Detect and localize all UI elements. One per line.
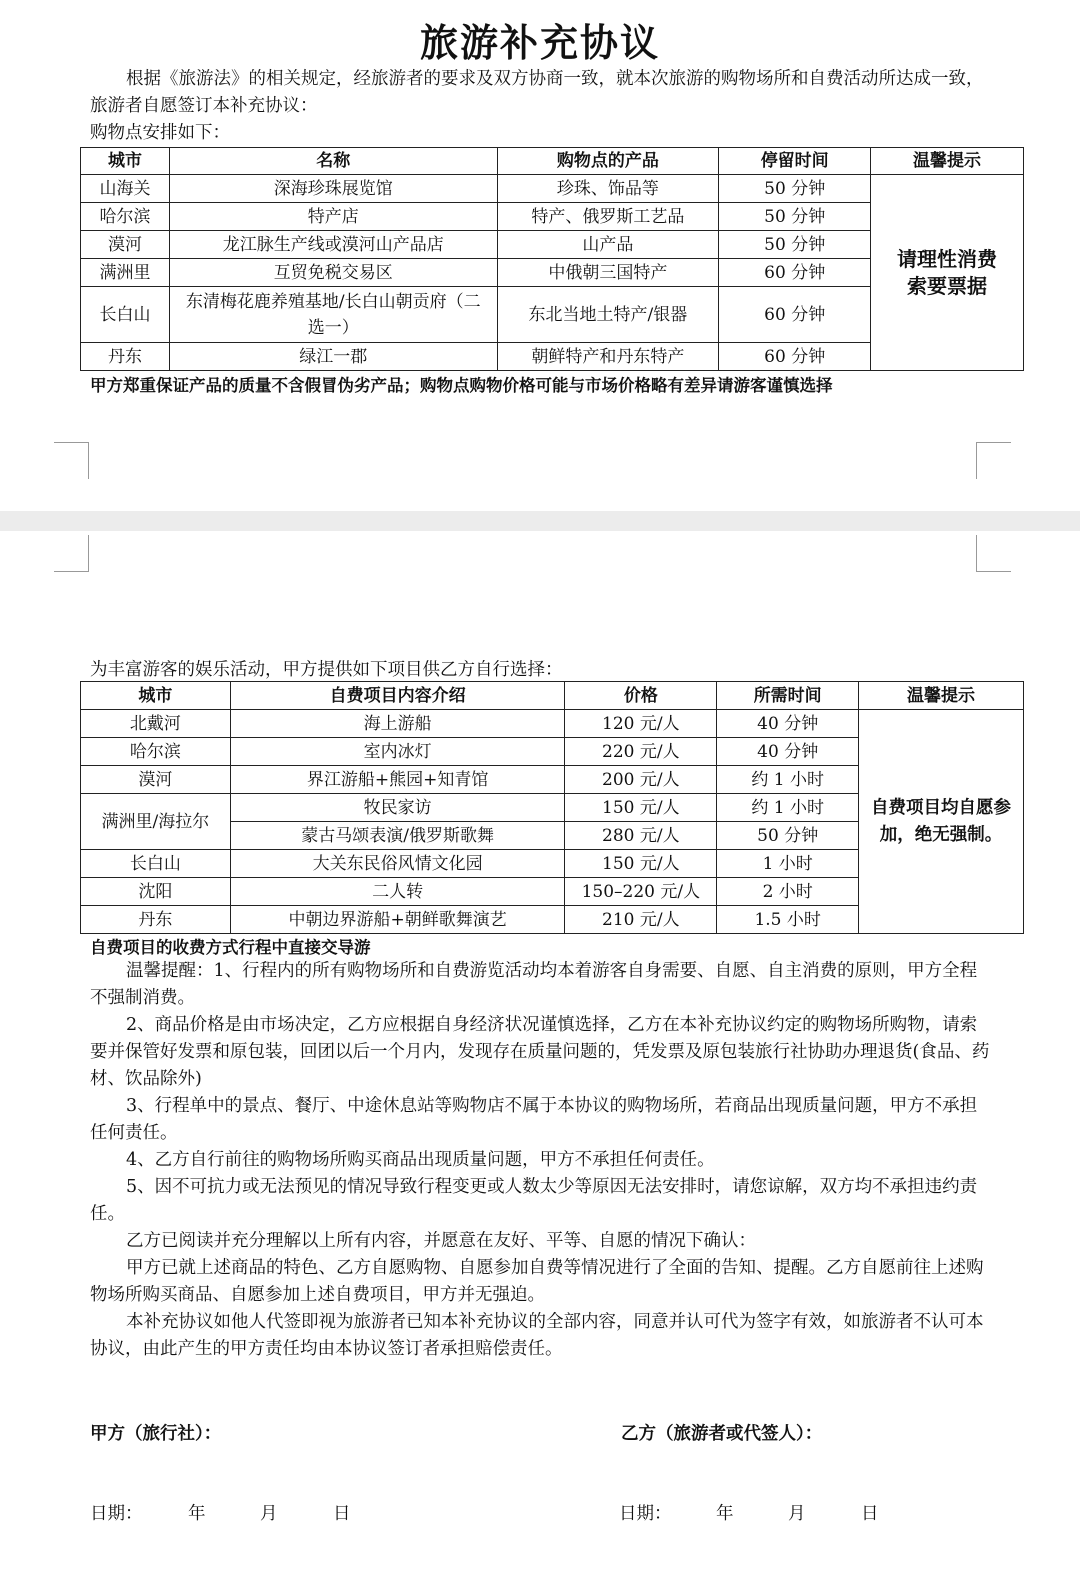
cell-products: 特产、俄罗斯工艺品 — [497, 203, 719, 231]
cell-stay-time: 50 分钟 — [719, 231, 871, 259]
cell-duration: 约 1 小时 — [717, 766, 859, 794]
shopping-tip: 请理性消费索要票据 — [871, 175, 1024, 371]
month-label-a: 月 — [260, 1504, 278, 1524]
optional-intro: 为丰富游客的娱乐活动，甲方提供如下项目供乙方自行选择： — [90, 660, 563, 680]
header-tip: 温馨提示 — [859, 682, 1024, 710]
year-label-b: 年 — [716, 1504, 734, 1524]
table-row — [81, 710, 1024, 738]
crop-mark-bottom-left — [54, 535, 89, 572]
cell-price: 120 元/人 — [565, 710, 717, 738]
clause-3: 3、行程单中的景点、餐厅、中途休息站等购物店不属于本协议的购物场所，若商品出现质量问题，甲方不承担任何责任。 — [90, 1096, 978, 1143]
cell-item: 牧民家访 — [230, 794, 565, 822]
cell-duration: 约 1 小时 — [717, 794, 859, 822]
cell-products: 珍珠、饰品等 — [497, 175, 719, 203]
optional-table — [80, 681, 1024, 934]
page-break — [0, 511, 1080, 531]
cell-price: 150–220 元/人 — [565, 878, 717, 906]
cell-city: 丹东 — [81, 906, 231, 934]
shopping-table-header — [81, 148, 1024, 175]
cell-price: 200 元/人 — [565, 766, 717, 794]
crop-mark-top-left — [54, 442, 89, 479]
cell-price: 220 元/人 — [565, 738, 717, 766]
cell-name: 互贸免税交易区 — [169, 259, 497, 287]
cell-item: 海上游船 — [230, 710, 565, 738]
cell-item: 二人转 — [230, 878, 565, 906]
clause-1: 温馨提醒：1、行程内的所有购物场所和自费游览活动均本着游客自身需要、自愿、自主消费的原则，甲方全程不强制消费。 — [90, 961, 978, 1008]
cell-city: 哈尔滨 — [81, 203, 170, 231]
header-price: 价格 — [565, 682, 717, 710]
crop-mark-bottom-right — [976, 535, 1011, 572]
clause-5: 5、因不可抗力或无法预见的情况导致行程变更或人数太少等原因无法安排时，请您谅解，双方均不承担违约责任。 — [90, 1177, 978, 1224]
header-duration: 所需时间 — [717, 682, 859, 710]
disclosure-statement: 甲方已就上述商品的特色、乙方自愿购物、自愿参加自费等情况进行了全面的告知、提醒。乙方自愿前往上述购物场所购买商品、自愿参加上述自费项目，甲方并无强迫。 — [90, 1258, 984, 1305]
shopping-table — [80, 147, 1024, 371]
cell-duration: 50 分钟 — [717, 822, 859, 850]
cell-stay-time: 60 分钟 — [719, 343, 871, 371]
cell-stay-time: 60 分钟 — [719, 259, 871, 287]
cell-city: 长白山 — [81, 287, 170, 343]
crop-mark-top-right — [976, 442, 1011, 479]
header-city: 城市 — [81, 148, 170, 175]
cell-price: 280 元/人 — [565, 822, 717, 850]
cell-stay-time: 60 分钟 — [719, 287, 871, 343]
header-stay-time: 停留时间 — [719, 148, 871, 175]
cell-city: 北戴河 — [81, 710, 231, 738]
cell-name: 特产店 — [169, 203, 497, 231]
proxy-signature-statement: 本补充协议如他人代签即视为旅游者已知本补充协议的全部内容，同意并认可代为签字有效，如旅游者不认可本协议，由此产生的甲方责任均由本协议签订者承担赔偿责任。 — [90, 1312, 984, 1359]
cell-products: 中俄朝三国特产 — [497, 259, 719, 287]
date-label-a: 日期： — [90, 1504, 143, 1524]
clause-2: 2、商品价格是由市场决定，乙方应根据自身经济状况谨慎选择，乙方在本补充协议约定的购物场所购物，请索要并保管好发票和原包装，回团以后一个月内，发现存在质量问题的，凭发票及原包装旅行社协助办理退货(食品、药材、饮品除外) — [90, 1015, 990, 1089]
cell-price: 150 元/人 — [565, 794, 717, 822]
cell-duration: 40 分钟 — [717, 738, 859, 766]
cell-duration: 1 小时 — [717, 850, 859, 878]
party-a-label: 甲方（旅行社）： — [90, 1424, 222, 1444]
cell-city: 山海关 — [81, 175, 170, 203]
clause-4: 4、乙方自行前往的购物场所购买商品出现质量问题，甲方不承担任何责任。 — [126, 1150, 715, 1170]
cell-city: 哈尔滨 — [81, 738, 231, 766]
cell-products: 东北当地土特产/银器 — [497, 287, 719, 343]
cell-city: 漠河 — [81, 231, 170, 259]
cell-name: 深海珍珠展览馆 — [169, 175, 497, 203]
cell-products: 朝鲜特产和丹东特产 — [497, 343, 719, 371]
cell-city: 长白山 — [81, 850, 231, 878]
party-b-label: 乙方（旅游者或代签人）： — [621, 1424, 823, 1444]
intro-paragraph: 根据《旅游法》的相关规定，经旅游者的要求及双方协商一致，就本次旅游的购物场所和自费活动所达成一致，旅游者自愿签订本补充协议： — [90, 69, 984, 116]
cell-item: 蒙古马颂表演/俄罗斯歌舞 — [230, 822, 565, 850]
date-label-b: 日期： — [619, 1504, 672, 1524]
cell-duration: 40 分钟 — [717, 710, 859, 738]
header-city: 城市 — [81, 682, 231, 710]
header-item: 自费项目内容介绍 — [230, 682, 565, 710]
optional-tip: 自费项目均自愿参加，绝无强制。 — [859, 710, 1024, 934]
cell-city: 沈阳 — [81, 878, 231, 906]
cell-city: 丹东 — [81, 343, 170, 371]
cell-item: 室内冰灯 — [230, 738, 565, 766]
shopping-note: 甲方郑重保证产品的质量不含假冒伪劣产品；购物点购物价格可能与市场价格略有差异请游客谨慎选择 — [90, 376, 833, 395]
cell-name: 绿江一郡 — [169, 343, 497, 371]
cell-name: 龙江脉生产线或漠河山产品店 — [169, 231, 497, 259]
month-label-b: 月 — [788, 1504, 806, 1524]
confirm-statement: 乙方已阅读并充分理解以上所有内容，并愿意在友好、平等、自愿的情况下确认： — [126, 1231, 756, 1251]
day-label-b: 日 — [861, 1504, 879, 1524]
cell-price: 150 元/人 — [565, 850, 717, 878]
optional-note: 自费项目的收费方式行程中直接交导游 — [90, 938, 371, 957]
cell-stay-time: 50 分钟 — [719, 175, 871, 203]
header-name: 名称 — [169, 148, 497, 175]
cell-city: 满洲里 — [81, 259, 170, 287]
page-title: 旅游补充协议 — [419, 21, 660, 65]
cell-name: 东清梅花鹿养殖基地/长白山朝贡府（二选一） — [169, 287, 497, 343]
cell-city: 满洲里/海拉尔 — [81, 794, 231, 850]
cell-duration: 2 小时 — [717, 878, 859, 906]
cell-item: 大关东民俗风情文化园 — [230, 850, 565, 878]
cell-duration: 1.5 小时 — [717, 906, 859, 934]
header-products: 购物点的产品 — [497, 148, 719, 175]
cell-stay-time: 50 分钟 — [719, 203, 871, 231]
cell-city: 漠河 — [81, 766, 231, 794]
day-label-a: 日 — [333, 1504, 351, 1524]
cell-item: 界江游船+熊园+知青馆 — [230, 766, 565, 794]
year-label-a: 年 — [188, 1504, 206, 1524]
optional-table-header — [81, 682, 1024, 710]
cell-products: 山产品 — [497, 231, 719, 259]
cell-item: 中朝边界游船+朝鲜歌舞演艺 — [230, 906, 565, 934]
header-tip: 温馨提示 — [871, 148, 1024, 175]
table-row — [81, 175, 1024, 203]
cell-price: 210 元/人 — [565, 906, 717, 934]
shopping-intro: 购物点安排如下： — [90, 123, 230, 143]
